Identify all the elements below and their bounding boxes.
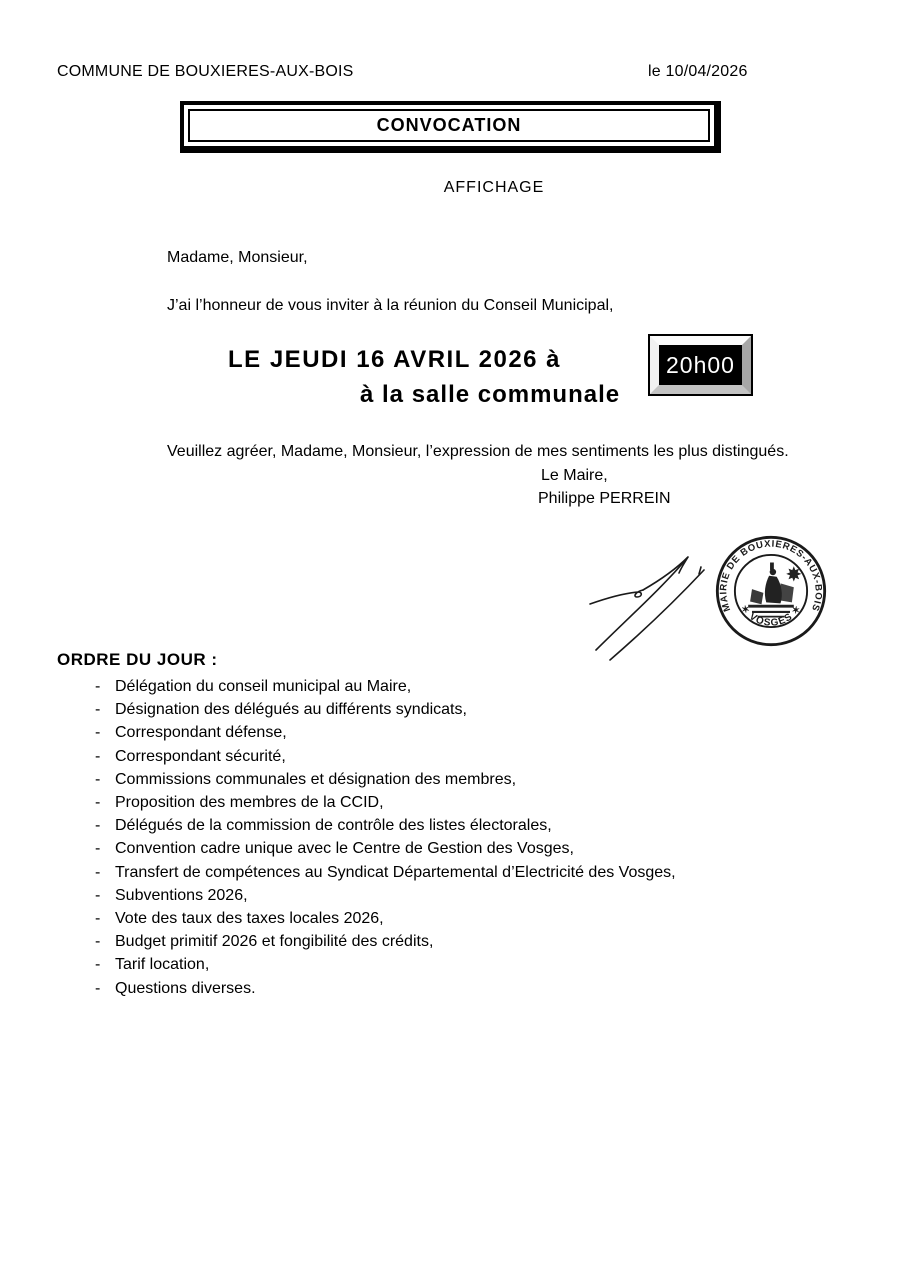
signature-icon (578, 540, 730, 665)
agenda-item-text: Délégation du conseil municipal au Maire, (115, 678, 412, 695)
valediction: Veuillez agréer, Madame, Monsieur, l’expression de mes sentiments les plus distingués. (167, 443, 789, 460)
signature-stroke (596, 557, 688, 650)
agenda-item-text: Subventions 2026, (115, 886, 248, 904)
agenda-item-text: Désignation des délégués au différents syndicats, (115, 701, 467, 719)
agenda-item-dash: - (95, 910, 101, 928)
meeting-details (228, 342, 620, 412)
agenda-item (95, 814, 676, 837)
stamp-bottom-text: ✶ VOSGES ✶ (737, 603, 805, 629)
agenda-item-dash: - (95, 817, 101, 835)
agenda-item-dash: - (95, 724, 101, 742)
meeting-time-bevel (650, 336, 751, 394)
signature-stroke (643, 557, 688, 590)
agenda-item-dash: - (95, 956, 101, 974)
agenda-item (95, 953, 676, 976)
convocation-title: CONVOCATION (188, 109, 710, 142)
agenda-item-dash: - (95, 840, 101, 858)
agenda-item-dash: - (95, 747, 101, 765)
meeting-date-line: LE JEUDI 16 AVRIL 2026 à (228, 346, 562, 373)
agenda-item-dash: - (95, 770, 101, 788)
agenda-heading: ORDRE DU JOUR : (57, 650, 218, 669)
agenda-item-text: Budget primitif 2026 et fongibilité des crédits, (115, 933, 434, 951)
signature-stroke (590, 590, 643, 604)
stamp-ring-text: MAIRIE DE BOUXIERES-AUX-BOIS (718, 538, 824, 613)
convocation-title-frame (180, 101, 721, 153)
municipal-stamp (714, 534, 828, 648)
agenda-item (95, 977, 676, 1000)
agenda-item (95, 884, 676, 907)
agenda-item-text: Vote des taux des taxes locales 2026, (115, 910, 384, 928)
commune-name: COMMUNE DE BOUXIERES-AUX-BOIS (57, 63, 354, 80)
salutation: Madame, Monsieur, (167, 249, 308, 266)
intro-line: J’ai l’honneur de vous inviter à la réunion du Conseil Municipal, (167, 297, 614, 314)
agenda-item-dash: - (95, 701, 101, 719)
agenda-item-text: Correspondant défense, (115, 724, 287, 742)
agenda-item-dash: - (95, 794, 101, 812)
agenda-item-text: Correspondant sécurité, (115, 747, 286, 765)
agenda-item-text: Proposition des membres de la CCID, (115, 794, 384, 812)
meeting-time: 20h00 (666, 351, 735, 378)
agenda-item (95, 861, 676, 884)
agenda-item (95, 837, 676, 860)
meeting-time-box (648, 334, 753, 396)
agenda-item (95, 768, 676, 791)
agenda-list (95, 675, 676, 1000)
agenda-item-dash: - (95, 933, 101, 951)
agenda-item (95, 745, 676, 768)
signoff-role: Le Maire, (541, 467, 608, 484)
signature-stroke (610, 570, 704, 660)
agenda-item-text: Délégués de la commission de contrôle des listes électorales, (115, 817, 552, 835)
agenda-item (95, 907, 676, 930)
agenda-item-dash: - (95, 678, 101, 695)
agenda-item-text: Questions diverses. (115, 979, 256, 997)
meeting-place-line: à la salle communale (360, 381, 621, 408)
agenda-item-text: Convention cadre unique avec le Centre de Gestion des Vosges, (115, 840, 574, 858)
document-date: le 10/04/2026 (648, 63, 748, 80)
agenda-item-dash: - (95, 863, 101, 881)
affichage-label: AFFICHAGE (443, 179, 545, 196)
agenda-item (95, 930, 676, 953)
agenda-item (95, 698, 676, 721)
agenda-item-text: Transfert de compétences au Syndicat Départemental d’Electricité des Vosges, (115, 863, 676, 881)
agenda-item (95, 721, 676, 744)
agenda-item (95, 675, 676, 698)
agenda-item-dash: - (95, 979, 101, 997)
signer-name: Philippe PERREIN (538, 490, 671, 507)
agenda-item-text: Commissions communales et désignation des membres, (115, 770, 517, 788)
agenda-item-dash: - (95, 886, 101, 904)
agenda-item-text: Tarif location, (115, 956, 210, 974)
agenda-item (95, 791, 676, 814)
